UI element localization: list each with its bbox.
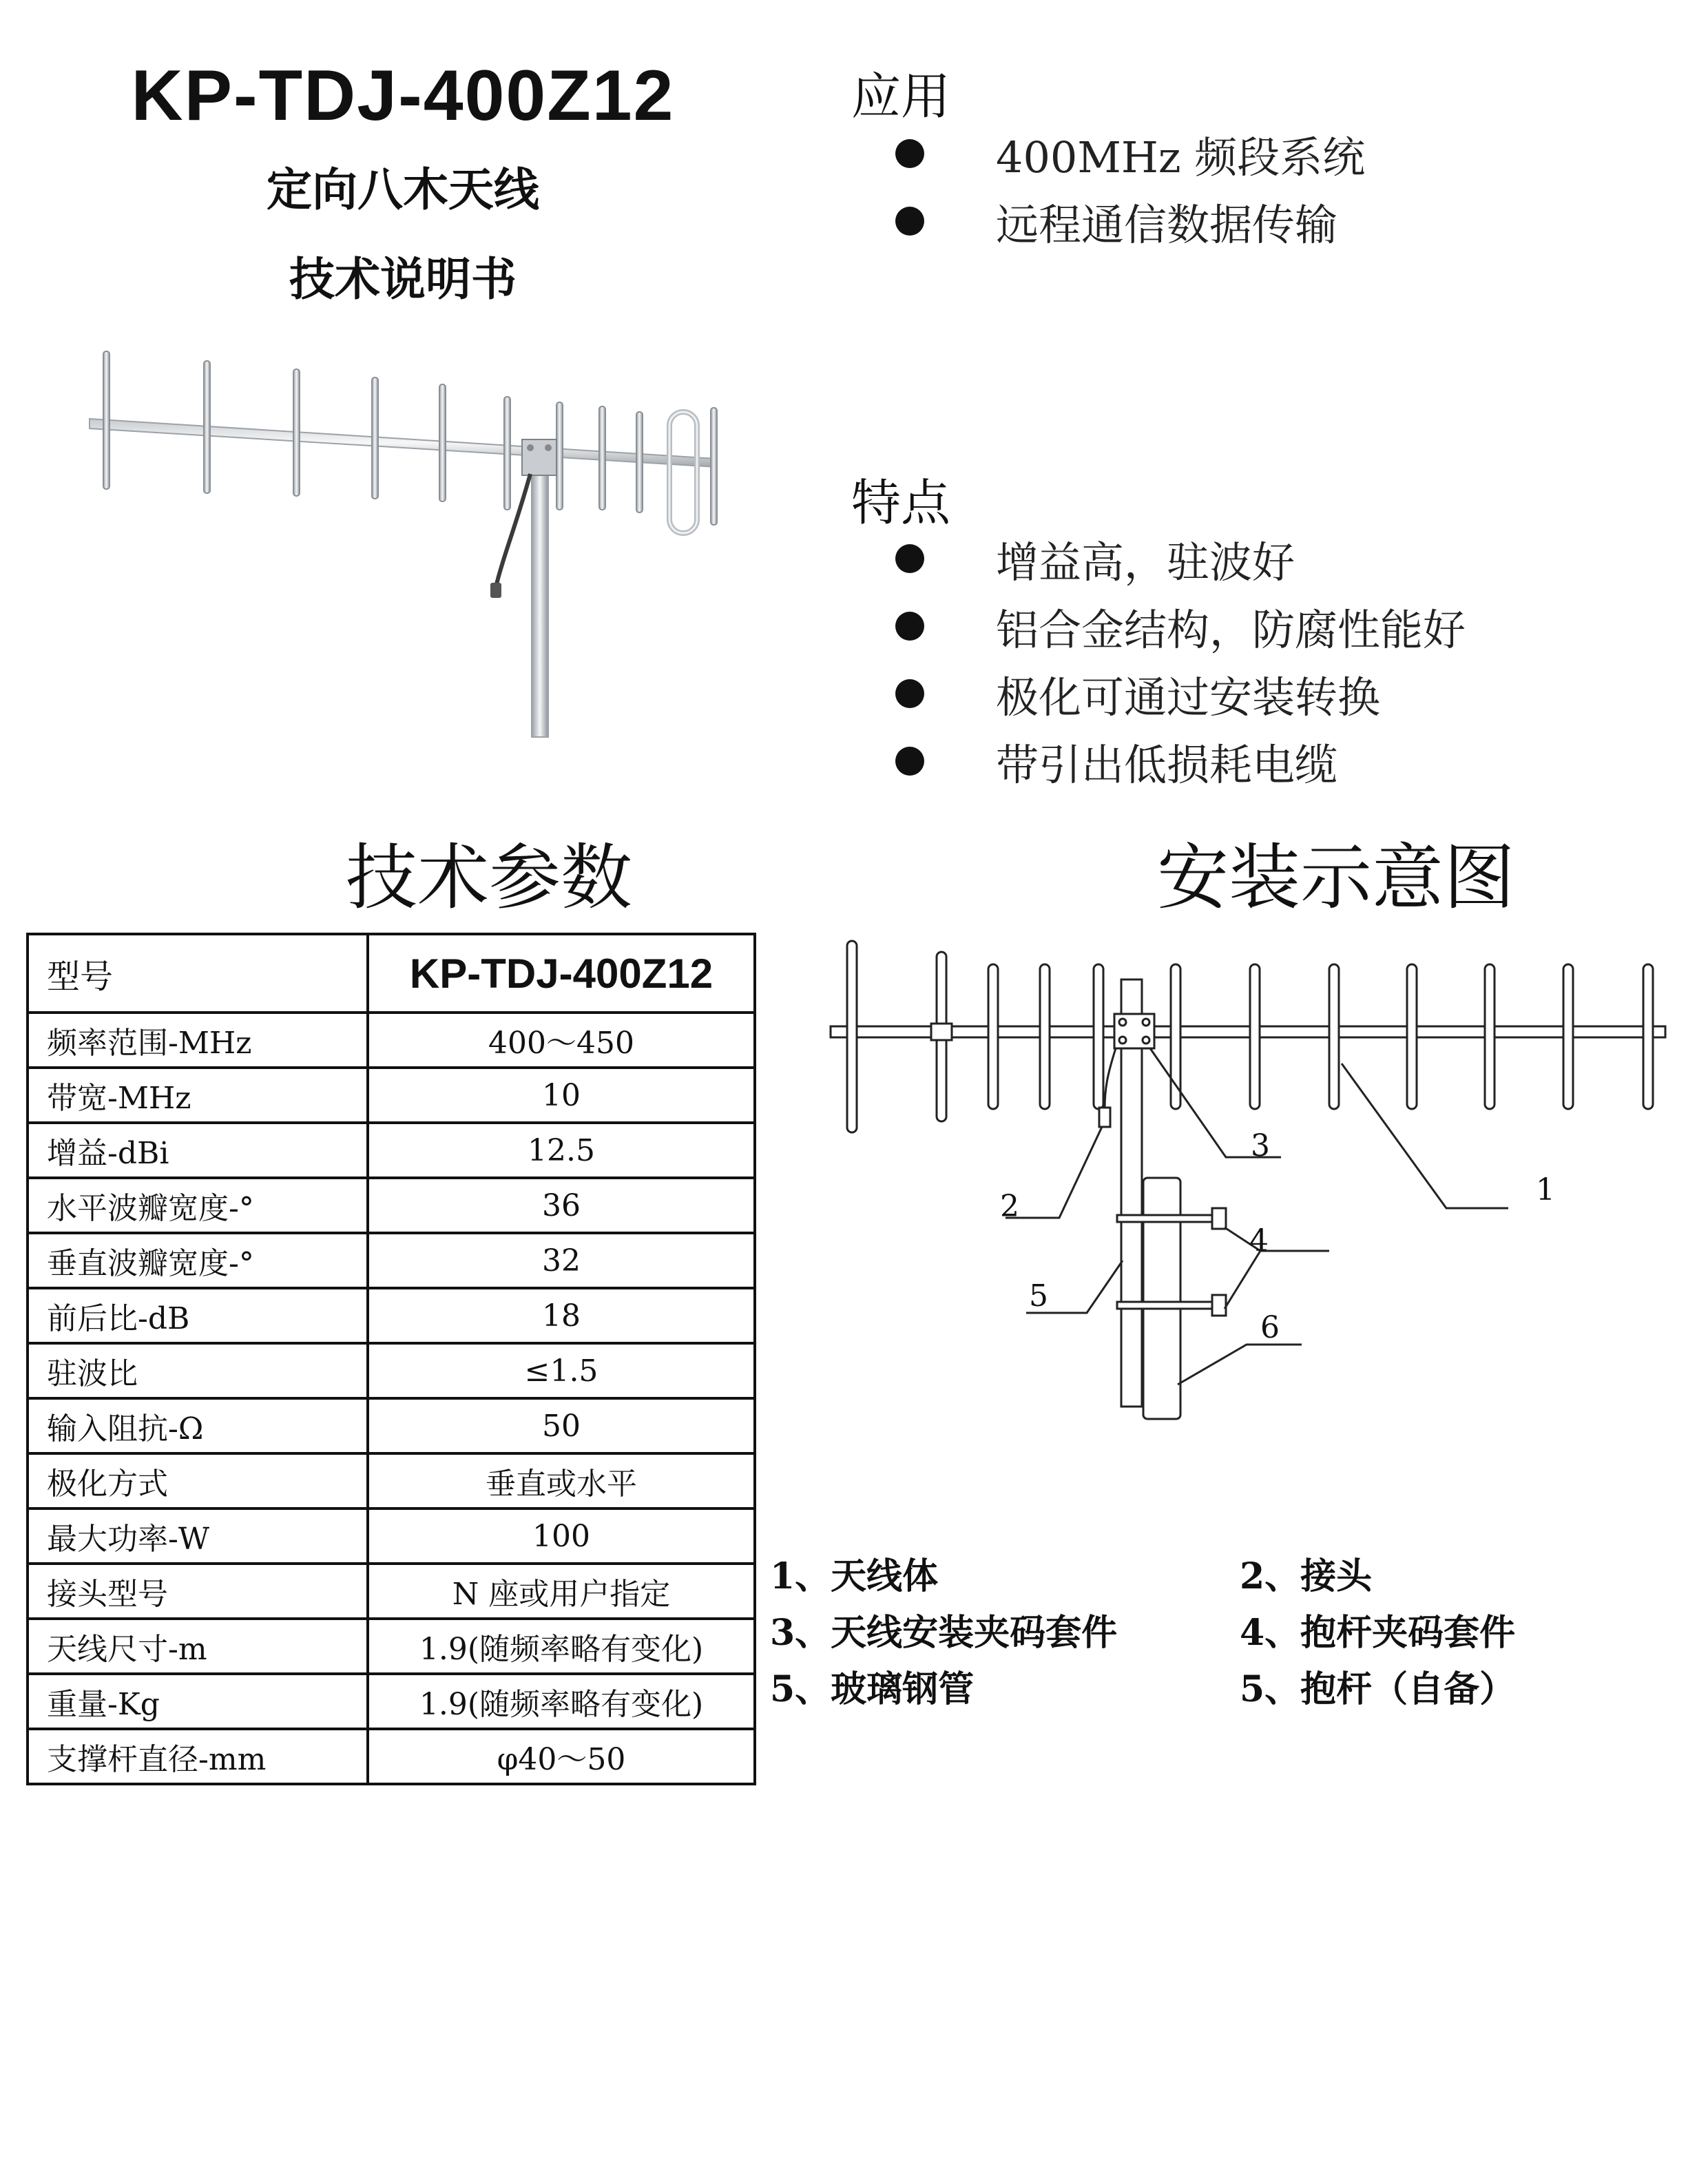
legend-item: 2、接头 [1240, 1555, 1373, 1597]
table-row [28, 1288, 755, 1343]
table-cell-value: 36 [368, 1178, 755, 1233]
callout-6: 6 [1260, 1310, 1280, 1345]
table-cell-label: 前后比-dB [28, 1288, 368, 1343]
table-cell-label: 输入阻抗-Ω [28, 1398, 368, 1453]
table-cell-value: KP-TDJ-400Z12 [368, 934, 755, 1013]
table-row [28, 1453, 755, 1508]
legend-item: 4、抱杆夹码套件 [1240, 1612, 1516, 1654]
callout-4: 4 [1249, 1223, 1269, 1258]
table-cell-label: 水平波瓣宽度-° [28, 1178, 368, 1233]
table-cell-value: 垂直或水平 [368, 1453, 755, 1508]
applications-heading: 应用 [851, 68, 951, 125]
product-model-title: KP-TDJ-400Z12 [131, 56, 675, 136]
application-item: 远程通信数据传输 [895, 190, 1337, 252]
callout-5: 5 [1029, 1278, 1048, 1314]
bullet-icon [895, 612, 924, 641]
spec-table [26, 933, 756, 1785]
table-cell-value: 1.9(随频率略有变化) [368, 1674, 755, 1729]
table-cell-label: 垂直波瓣宽度-° [28, 1233, 368, 1288]
table-cell-label: 最大功率-W [28, 1508, 368, 1564]
legend-item: 5、玻璃钢管 [770, 1668, 975, 1710]
table-cell-value: 32 [368, 1233, 755, 1288]
table-cell-label: 支撑杆直径-mm [28, 1729, 368, 1784]
table-cell-value: 100 [368, 1508, 755, 1564]
table-cell-label: 接头型号 [28, 1564, 368, 1619]
application-item: 400MHz 频段系统 [895, 123, 1365, 185]
bullet-icon [895, 544, 924, 573]
table-cell-value: 50 [368, 1398, 755, 1453]
legend-item: 5、抱杆（自备） [1240, 1668, 1516, 1710]
features-heading: 特点 [851, 474, 951, 532]
table-cell-label: 型号 [28, 934, 368, 1013]
table-cell-label: 频率范围-MHz [28, 1013, 368, 1068]
table-cell-value: φ40～50 [368, 1729, 755, 1784]
table-cell-value: 12.5 [368, 1123, 755, 1178]
specs-heading: 技术参数 [345, 836, 632, 920]
table-cell-value: ≤1.5 [368, 1343, 755, 1398]
callout-2: 2 [1000, 1189, 1019, 1224]
callout-1: 1 [1536, 1172, 1555, 1207]
bullet-icon [895, 747, 924, 776]
table-row [28, 1178, 755, 1233]
table-row [28, 1123, 755, 1178]
table-cell-label: 增益-dBi [28, 1123, 368, 1178]
feature-item: 增益高，驻波好 [895, 528, 1295, 590]
bullet-icon [895, 679, 924, 708]
table-row [28, 1508, 755, 1564]
table-row [28, 1729, 755, 1784]
feature-item: 铝合金结构，防腐性能好 [895, 595, 1466, 657]
feature-item: 极化可通过安装转换 [895, 663, 1380, 725]
document-type-title: 技术说明书 [289, 253, 517, 306]
table-cell-value: 10 [368, 1068, 755, 1123]
table-cell-value: 400～450 [368, 1013, 755, 1068]
antenna-photo [76, 331, 751, 744]
table-row [28, 1619, 755, 1674]
table-row [28, 1398, 755, 1453]
table-cell-label: 带宽-MHz [28, 1068, 368, 1123]
table-cell-label: 重量-Kg [28, 1674, 368, 1729]
legend-item: 1、天线体 [770, 1555, 939, 1597]
table-cell-value: 18 [368, 1288, 755, 1343]
feature-item: 带引出低损耗电缆 [895, 730, 1337, 792]
table-row [28, 1674, 755, 1729]
table-cell-label: 极化方式 [28, 1453, 368, 1508]
installation-heading: 安装示意图 [1156, 836, 1515, 920]
table-row [28, 1068, 755, 1123]
table-cell-label: 天线尺寸-m [28, 1619, 368, 1674]
table-cell-value: 1.9(随频率略有变化) [368, 1619, 755, 1674]
bullet-icon [895, 207, 924, 236]
table-header-row [28, 934, 755, 1013]
table-cell-label: 驻波比 [28, 1343, 368, 1398]
table-row [28, 1233, 755, 1288]
table-row [28, 1343, 755, 1398]
product-subtitle: 定向八木天线 [267, 163, 539, 216]
legend-item: 3、天线安装夹码套件 [770, 1612, 1118, 1654]
callout-3: 3 [1251, 1128, 1270, 1163]
table-row [28, 1013, 755, 1068]
table-cell-value: N 座或用户指定 [368, 1564, 755, 1619]
bullet-icon [895, 139, 924, 168]
table-row [28, 1564, 755, 1619]
